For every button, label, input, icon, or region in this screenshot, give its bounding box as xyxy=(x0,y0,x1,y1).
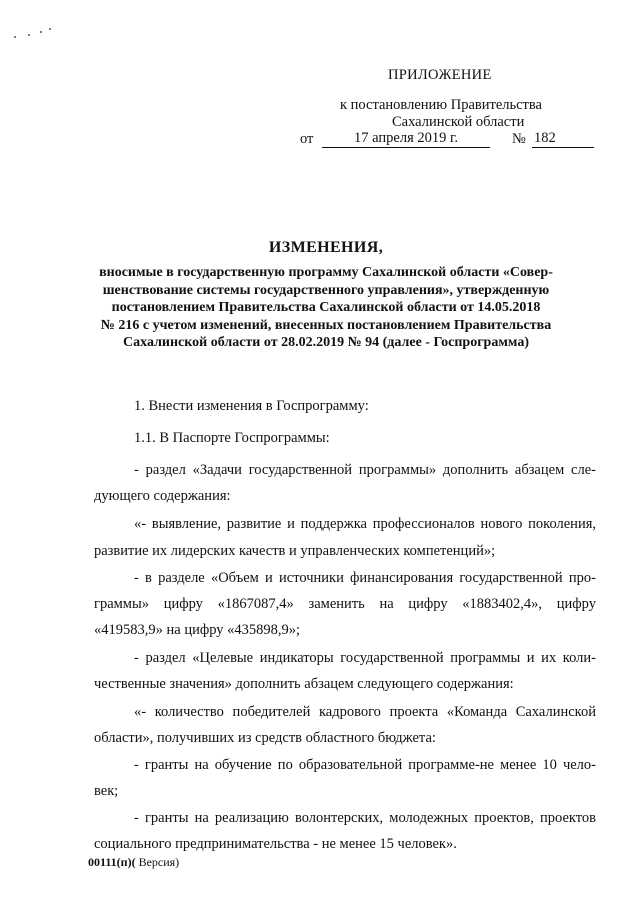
footer-version: Версия) xyxy=(135,855,180,869)
body-line: граммы» цифру «1867087,4» заменить на цифру «1883402,4», цифру xyxy=(94,596,596,612)
heading-title: ИЗМЕНЕНИЯ, xyxy=(268,239,384,256)
appendix-from-label: от xyxy=(300,131,314,147)
appendix-number: 182 xyxy=(532,130,594,148)
heading-line: шенствование системы государственного управления», утвержденную xyxy=(102,282,550,298)
heading-line: постановлением Правительства Сахалинской области от 14.05.2018 xyxy=(111,300,541,315)
body-line: - гранты на реализацию волонтерских, молодежных проектов, проектов xyxy=(134,810,596,826)
body-line: чественные значения» дополнить абзацем следующего содержания: xyxy=(94,676,514,692)
body-line: 1. Внести изменения в Госпрограмму: xyxy=(134,398,369,414)
body-line: развитие их лидерских качеств и управленческих компетенций»; xyxy=(94,543,496,559)
appendix-title: ПРИЛОЖЕНИЕ xyxy=(388,67,492,83)
body-line: «419583,9» на цифру «435898,9»; xyxy=(94,622,301,638)
appendix-date: 17 апреля 2019 г. xyxy=(322,130,490,148)
heading-line: вносимые в государственную программу Сахалинской области «Совер- xyxy=(99,265,553,280)
body-line: - раздел «Целевые индикаторы государственной программы и их коли- xyxy=(134,650,596,666)
appendix-line-1: к постановлению Правительства xyxy=(340,97,542,113)
body-line: век; xyxy=(94,783,119,799)
heading-line: Сахалинской области от 28.02.2019 № 94 (далее - Госпрограмма) xyxy=(123,335,529,350)
appendix-number-label: № xyxy=(512,131,526,147)
footer-code xyxy=(88,855,179,870)
body-line: - гранты на обучение по образовательной программе-не менее 10 чело- xyxy=(134,757,596,773)
body-line: «- количество победителей кадрового проекта «Команда Сахалинской xyxy=(134,704,596,720)
appendix-date-row xyxy=(300,130,600,150)
body-line: - в разделе «Объем и источники финансирования государственной про- xyxy=(134,570,596,586)
body-line: дующего содержания: xyxy=(94,488,231,504)
body-line: социального предпринимательства - не менее 15 человек». xyxy=(94,836,457,852)
footer-code-text: 00111(п)( xyxy=(88,855,136,869)
body-line: - раздел «Задачи государственной программы» дополнить абзацем сле- xyxy=(134,462,596,478)
body-line: «- выявление, развитие и поддержка профессионалов нового поколения, xyxy=(134,516,596,532)
appendix-line-2: Сахалинской области xyxy=(392,114,525,130)
body-line: 1.1. В Паспорте Госпрограммы: xyxy=(134,430,330,446)
heading-line: № 216 с учетом изменений, внесенных постановлением Правительства xyxy=(100,317,552,333)
body-line: области», получивших из средств областного бюджета: xyxy=(94,730,436,746)
document-heading xyxy=(40,238,612,352)
